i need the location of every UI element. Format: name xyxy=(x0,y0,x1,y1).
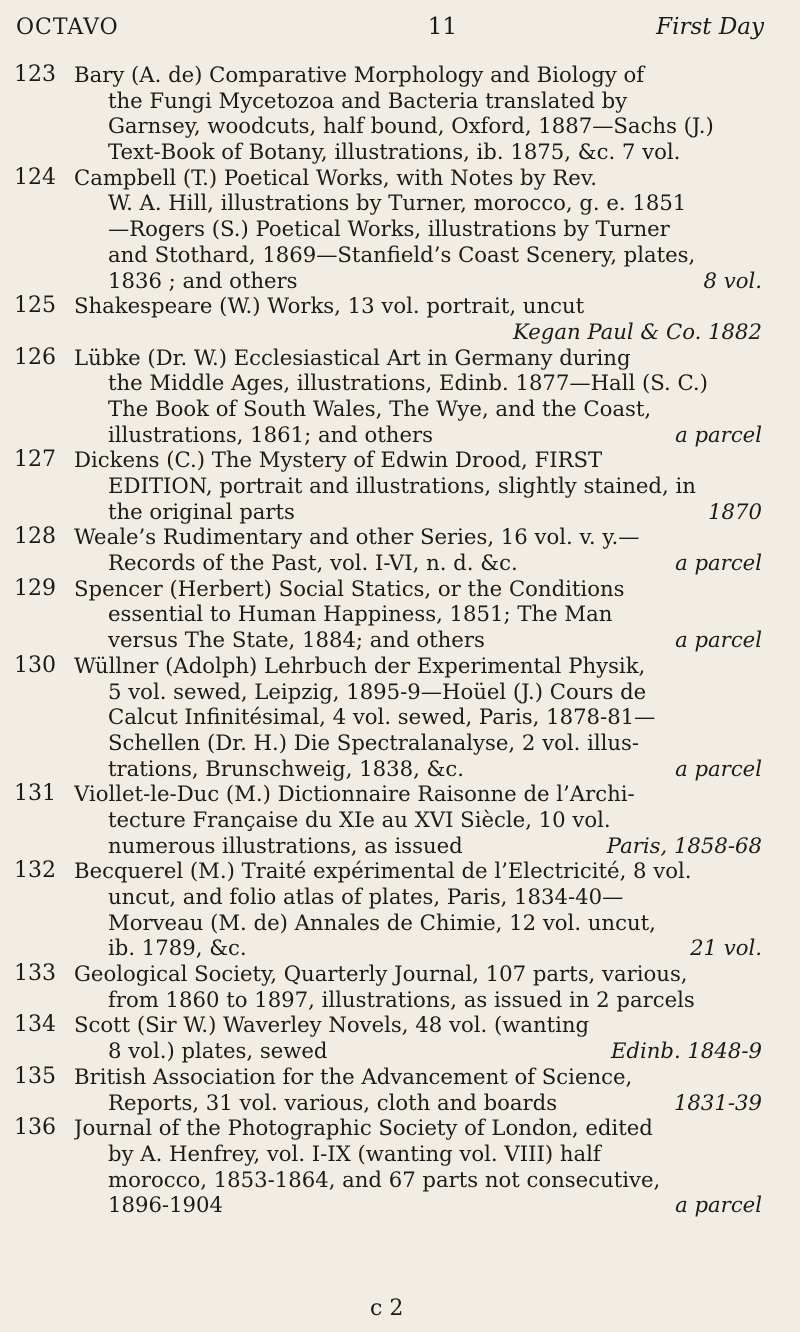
lot-description-line xyxy=(74,319,762,345)
format-heading: OCTAVO xyxy=(16,15,119,40)
lot-quantity: Paris, 1858-68 xyxy=(606,832,762,858)
lot-number: 130 xyxy=(14,652,56,678)
lot-description-text: versus The State, 1884; and others xyxy=(108,627,485,653)
lot-number: 126 xyxy=(14,344,56,370)
lot-description-line: —Rogers (S.) Poetical Works, illustrations by Turner xyxy=(108,216,670,242)
signature-mark: c 2 xyxy=(370,1296,404,1321)
lot-description-line xyxy=(74,935,762,961)
lot-entry xyxy=(14,1064,762,1115)
lot-description-line: EDITION, portrait and illustrations, slightly stained, in xyxy=(108,473,696,498)
lot-number: 134 xyxy=(14,1012,56,1038)
lot-description-line: The Book of South Wales, The Wye, and the Coast, xyxy=(108,395,652,421)
lot-description-line: Weale’s Rudimentary and other Series, 16 vol. v. y.— xyxy=(74,524,640,550)
lot-entry xyxy=(14,447,762,524)
page-header xyxy=(16,14,764,40)
lot-description-line: by A. Henfrey, vol. I-IX (wanting vol. VIII) half xyxy=(108,1140,601,1166)
lot-description-text: numerous illustrations, as issued xyxy=(108,832,463,858)
lot-description-line xyxy=(74,1192,762,1218)
lot-entry xyxy=(14,1115,762,1218)
lot-number: 132 xyxy=(14,858,56,884)
lot-description-line xyxy=(74,627,762,653)
lot-number: 129 xyxy=(14,575,56,601)
lot-entry xyxy=(14,345,762,448)
lot-number: 125 xyxy=(14,293,56,319)
lot-quantity: Kegan Paul & Co. 1882 xyxy=(512,318,762,344)
lot-quantity: a parcel xyxy=(675,1192,762,1218)
lot-entry xyxy=(14,293,762,344)
lot-description-line: tecture Française du XIe au XVI Siècle, 10 vol. xyxy=(108,806,611,832)
lot-description-text: 1896-1904 xyxy=(108,1192,224,1218)
lot-description-line: the Fungi Mycetozoa and Bacteria translated by xyxy=(108,87,628,113)
lot-description-line: morocco, 1853-1864, and 67 parts not consecutive, xyxy=(108,1166,661,1192)
lot-quantity: a parcel xyxy=(675,550,762,576)
lot-number: 135 xyxy=(14,1063,56,1089)
lot-description-line: 5 vol. sewed, Leipzig, 1895-9—Hoüel (J.) Cours de xyxy=(108,678,647,704)
lot-description-line: Calcut Infinitésimal, 4 vol. sewed, Paris, 1878-81— xyxy=(108,704,656,730)
lot-description-line: Bary (A. de) Comparative Morphology and Biology of xyxy=(74,62,645,87)
lot-description-line: uncut, and folio atlas of plates, Paris, 1834-40— xyxy=(108,884,624,909)
lot-description-line: Campbell (T.) Poetical Works, with Notes by Rev. xyxy=(74,164,598,190)
lot-entry xyxy=(14,1012,762,1063)
lot-description-line: from 1860 to 1897, illustrations, as issued in 2 parcels xyxy=(108,986,695,1012)
day-heading: First Day xyxy=(656,14,764,40)
lot-list xyxy=(14,62,762,1218)
lot-quantity: 1831-39 xyxy=(673,1089,762,1115)
lot-description-line xyxy=(74,1038,762,1064)
lot-description-line: Morveau (M. de) Annales de Chimie, 12 vol. uncut, xyxy=(108,909,656,935)
lot-description-text: illustrations, 1861; and others xyxy=(108,421,433,447)
lot-description-line: the Middle Ages, illustrations, Edinb. 1877—Hall (S. C.) xyxy=(108,370,708,396)
lot-description-line xyxy=(74,833,762,859)
lot-description-line: Geological Society, Quarterly Journal, 107 parts, various, xyxy=(74,961,688,987)
lot-number: 136 xyxy=(14,1115,56,1141)
lot-entry xyxy=(14,62,762,165)
lot-description-line: Garnsey, woodcuts, half bound, Oxford, 1887—Sachs (J.) xyxy=(108,113,714,139)
lot-description-line xyxy=(74,550,762,576)
lot-description-line: Journal of the Photographic Society of London, edited xyxy=(74,1115,653,1141)
lot-description-line xyxy=(74,1090,762,1116)
lot-number: 127 xyxy=(14,447,56,473)
lot-description-line: Dickens (C.) The Mystery of Edwin Drood, FIRST xyxy=(74,447,603,473)
lot-number: 124 xyxy=(14,164,56,190)
lot-quantity: 21 vol. xyxy=(690,935,762,961)
lot-description-line xyxy=(74,422,762,448)
lot-entry xyxy=(14,858,762,961)
lot-description-line: Shakespeare (W.) Works, 13 vol. portrait, uncut xyxy=(74,293,585,319)
lot-entry xyxy=(14,165,762,293)
lot-entry xyxy=(14,576,762,653)
lot-quantity: 1870 xyxy=(708,498,762,524)
lot-quantity: 8 vol. xyxy=(703,267,762,293)
lot-description-line: Schellen (Dr. H.) Die Spectralanalyse, 2 vol. illus- xyxy=(108,729,640,755)
lot-description-line: Lübke (Dr. W.) Ecclesiastical Art in Germany during xyxy=(74,344,631,370)
lot-entry xyxy=(14,781,762,858)
lot-entry xyxy=(14,653,762,781)
lot-description-line: Wüllner (Adolph) Lehrbuch der Experimental Physik, xyxy=(74,652,646,678)
lot-description-line: essential to Human Happiness, 1851; The Man xyxy=(108,601,613,627)
lot-description-line: Becquerel (M.) Traité expérimental de l’Electricité, 8 vol. xyxy=(74,858,692,884)
lot-description-line xyxy=(74,756,762,782)
lot-number: 133 xyxy=(14,961,56,987)
lot-description-text: 1836 ; and others xyxy=(108,267,298,293)
lot-number: 123 xyxy=(14,62,56,87)
lot-quantity: a parcel xyxy=(675,421,762,447)
lot-description-text: ib. 1789, &c. xyxy=(108,935,247,961)
page-number: 11 xyxy=(427,14,458,40)
lot-description-line xyxy=(74,499,762,525)
lot-description-text: the original parts xyxy=(108,498,295,524)
lot-number: 131 xyxy=(14,781,56,807)
lot-description-line: Spencer (Herbert) Social Statics, or the Conditions xyxy=(74,575,625,601)
lot-description-line: Text-Book of Botany, illustrations, ib. 1875, &c. 7 vol. xyxy=(108,139,681,165)
lot-description-line: British Association for the Advancement of Science, xyxy=(74,1063,633,1089)
lot-description-text: Reports, 31 vol. various, cloth and boards xyxy=(108,1089,558,1115)
lot-number: 128 xyxy=(14,524,56,550)
lot-description-line: Scott (Sir W.) Waverley Novels, 48 vol. (wanting xyxy=(74,1012,590,1038)
lot-description-line: and Stothard, 1869—Stanfield’s Coast Scenery, plates, xyxy=(108,241,696,267)
lot-description-line: W. A. Hill, illustrations by Turner, morocco, g. e. 1851 xyxy=(108,190,687,216)
lot-quantity: a parcel xyxy=(675,755,762,781)
lot-entry xyxy=(14,524,762,575)
lot-description-line xyxy=(74,268,762,294)
lot-entry xyxy=(14,961,762,1012)
lot-description-text: 8 vol.) plates, sewed xyxy=(108,1038,328,1064)
lot-description-line: Viollet-le-Duc (M.) Dictionnaire Raisonne de l’Archi- xyxy=(74,781,635,807)
lot-description-text: Records of the Past, vol. I-VI, n. d. &c. xyxy=(108,550,518,576)
lot-description-text: trations, Brunschweig, 1838, &c. xyxy=(108,755,465,781)
lot-quantity: a parcel xyxy=(675,627,762,653)
lot-quantity: Edinb. 1848-9 xyxy=(610,1038,762,1064)
